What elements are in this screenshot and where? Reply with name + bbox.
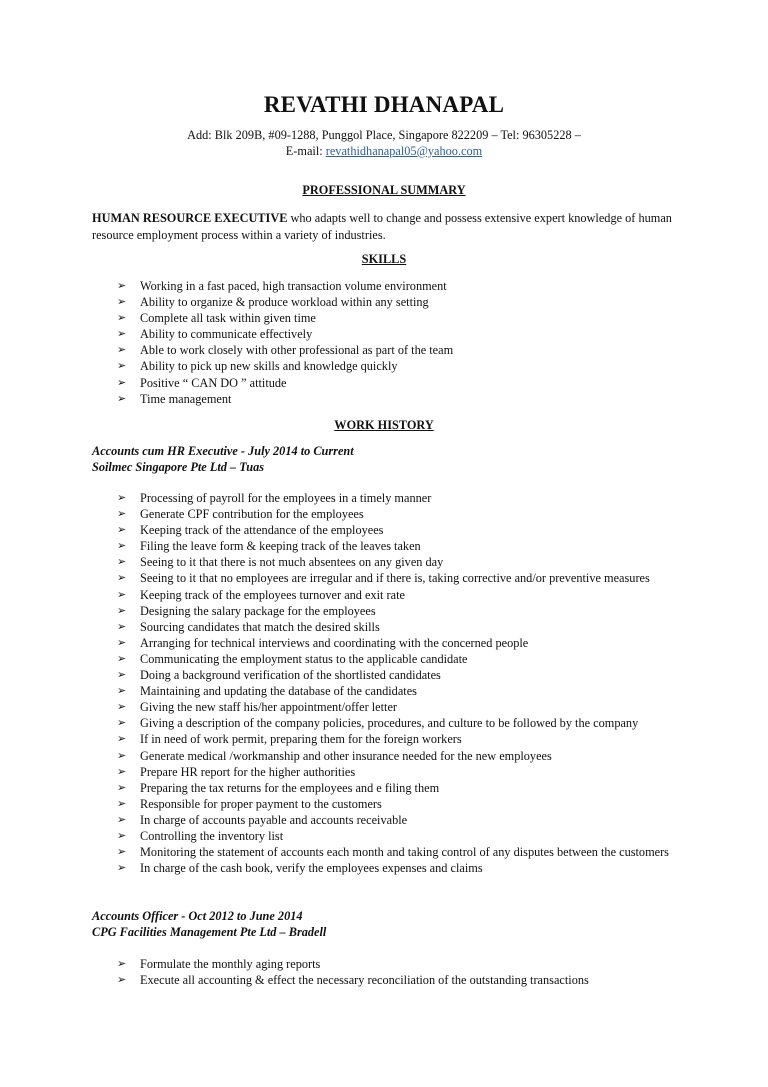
address-line: Add: Blk 209B, #09-1288, Punggol Place, Singapore 822209 – Tel: 96305228 – — [187, 128, 581, 142]
list-item-text: Giving the new staff his/her appointment/offer letter — [140, 700, 398, 715]
list-item — [117, 972, 697, 988]
arrow-bullet-icon: ➢ — [117, 732, 127, 746]
list-item — [117, 326, 717, 342]
list-item-text: Arranging for technical interviews and coordinating with the concerned people — [140, 635, 529, 650]
arrow-bullet-icon: ➢ — [117, 555, 127, 569]
list-item-text: In charge of accounts payable and accounts receivable — [140, 812, 408, 827]
list-item — [117, 587, 687, 603]
list-item-text: Generate medical /workmanship and other insurance needed for the new employees — [140, 748, 552, 763]
skills-list — [117, 278, 717, 407]
arrow-bullet-icon: ➢ — [117, 700, 127, 714]
list-item-text: Generate CPF contribution for the employees — [140, 507, 364, 522]
arrow-bullet-icon: ➢ — [117, 957, 127, 970]
list-item-text: Formulate the monthly aging reports — [140, 957, 321, 971]
arrow-bullet-icon: ➢ — [117, 587, 127, 601]
list-item-text: In charge of the cash book, verify the employees expenses and claims — [140, 861, 483, 876]
arrow-bullet-icon: ➢ — [117, 311, 127, 325]
arrow-bullet-icon: ➢ — [117, 828, 127, 842]
list-item-text: Giving a description of the company policies, procedures, and culture to be followed by the company — [140, 716, 639, 731]
arrow-bullet-icon: ➢ — [117, 780, 127, 794]
list-item — [117, 522, 687, 538]
arrow-bullet-icon: ➢ — [117, 764, 127, 778]
list-item-text: Responsible for proper payment to the customers — [140, 796, 382, 811]
list-item-text: Ability to communicate effectively — [140, 327, 313, 342]
arrow-bullet-icon: ➢ — [117, 343, 127, 357]
job-1-duties — [117, 490, 687, 876]
list-item-text: Keeping track of the employees turnover and exit rate — [140, 587, 405, 602]
list-item — [117, 603, 687, 619]
job-title-1: Accounts cum HR Executive - July 2014 to Current — [92, 444, 354, 458]
arrow-bullet-icon: ➢ — [117, 359, 127, 373]
summary-title: HUMAN RESOURCE EXECUTIVE — [92, 211, 288, 225]
arrow-bullet-icon: ➢ — [117, 491, 127, 504]
list-item — [117, 651, 687, 667]
list-item — [117, 780, 687, 796]
list-item — [117, 554, 687, 570]
arrow-bullet-icon: ➢ — [117, 651, 127, 665]
list-item — [117, 294, 717, 310]
list-item-text: Filing the leave form & keeping track of the leaves taken — [140, 539, 421, 554]
list-item-text: Seeing to it that no employees are irregular and if there is, taking corrective and/or preventive measures — [140, 571, 650, 586]
list-item-text: Maintaining and updating the database of the candidates — [140, 684, 417, 699]
list-item-text: If in need of work permit, preparing them for the foreign workers — [140, 732, 462, 747]
summary-text: who adapts well to change and possess extensive expert knowledge of human resource employment process within a variety of industries. — [92, 211, 672, 242]
skills-heading: SKILLS — [361, 252, 407, 266]
arrow-bullet-icon: ➢ — [117, 668, 127, 682]
job-2-duties — [117, 956, 697, 988]
list-item — [117, 375, 717, 391]
list-item-text: Communicating the employment status to the applicable candidate — [140, 651, 468, 666]
arrow-bullet-icon: ➢ — [117, 861, 127, 875]
list-item — [117, 391, 717, 407]
arrow-bullet-icon: ➢ — [117, 391, 127, 405]
arrow-bullet-icon: ➢ — [117, 684, 127, 698]
list-item — [117, 490, 687, 506]
list-item — [117, 828, 687, 844]
list-item-text: Preparing the tax returns for the employees and e filing them — [140, 780, 440, 795]
list-item — [117, 812, 687, 828]
arrow-bullet-icon: ➢ — [117, 603, 127, 617]
arrow-bullet-icon: ➢ — [117, 635, 127, 649]
list-item-text: Controlling the inventory list — [140, 828, 284, 843]
list-item-text: Ability to organize & produce workload within any setting — [140, 295, 429, 310]
list-item — [117, 699, 687, 715]
job-company-2: CPG Facilities Management Pte Ltd – Bradell — [92, 925, 327, 939]
list-item — [117, 956, 697, 972]
arrow-bullet-icon: ➢ — [117, 571, 127, 585]
arrow-bullet-icon: ➢ — [117, 973, 127, 987]
list-item-text: Able to work closely with other professional as part of the team — [140, 343, 454, 358]
list-item-text: Time management — [140, 391, 232, 406]
list-item-text: Working in a fast paced, high transaction volume environment — [140, 279, 447, 293]
list-item — [117, 796, 687, 812]
arrow-bullet-icon: ➢ — [117, 539, 127, 553]
list-item-text: Execute all accounting & effect the necessary reconciliation of the outstanding transactions — [140, 973, 589, 988]
job-company-1: Soilmec Singapore Pte Ltd – Tuas — [92, 460, 265, 474]
email-line — [0, 143, 768, 159]
list-item — [117, 683, 687, 699]
arrow-bullet-icon: ➢ — [117, 748, 127, 762]
arrow-bullet-icon: ➢ — [117, 523, 127, 537]
list-item-text: Complete all task within given time — [140, 311, 316, 326]
list-item — [117, 342, 717, 358]
arrow-bullet-icon: ➢ — [117, 812, 127, 826]
list-item-text: Keeping track of the attendance of the employees — [140, 523, 384, 538]
arrow-bullet-icon: ➢ — [117, 619, 127, 633]
arrow-bullet-icon: ➢ — [117, 716, 127, 730]
email-label: E-mail: — [285, 144, 326, 158]
list-item — [117, 860, 687, 876]
list-item-text: Doing a background verification of the shortlisted candidates — [140, 668, 441, 683]
list-item — [117, 667, 687, 683]
arrow-bullet-icon: ➢ — [117, 507, 127, 521]
arrow-bullet-icon: ➢ — [117, 327, 127, 341]
list-item — [117, 635, 687, 651]
candidate-name: REVATHI DHANAPAL — [263, 92, 505, 117]
job-title-2: Accounts Officer - Oct 2012 to June 2014 — [92, 909, 303, 923]
list-item-text: Processing of payroll for the employees in a timely manner — [140, 491, 432, 505]
email-link[interactable]: revathidhanapal05@yahoo.com — [325, 144, 483, 158]
professional-summary — [92, 210, 672, 244]
arrow-bullet-icon: ➢ — [117, 295, 127, 309]
arrow-bullet-icon: ➢ — [117, 796, 127, 810]
list-item — [117, 748, 687, 764]
arrow-bullet-icon: ➢ — [117, 279, 127, 292]
list-item — [117, 619, 687, 635]
professional-summary-heading: PROFESSIONAL SUMMARY — [302, 183, 466, 197]
list-item — [117, 570, 687, 586]
list-item — [117, 844, 687, 860]
list-item — [117, 358, 717, 374]
list-item-text: Designing the salary package for the employees — [140, 603, 376, 618]
list-item-text: Ability to pick up new skills and knowledge quickly — [140, 359, 398, 374]
list-item — [117, 278, 717, 294]
list-item-text: Positive “ CAN DO ” attitude — [140, 375, 287, 390]
arrow-bullet-icon: ➢ — [117, 845, 127, 859]
list-item — [117, 764, 687, 780]
list-item — [117, 715, 687, 731]
list-item-text: Sourcing candidates that match the desired skills — [140, 619, 380, 634]
work-history-heading: WORK HISTORY — [334, 418, 434, 432]
list-item-text: Seeing to it that there is not much absentees on any given day — [140, 555, 444, 570]
list-item-text: Monitoring the statement of accounts each month and taking control of any disputes between the customers — [140, 845, 669, 860]
list-item — [117, 538, 687, 554]
list-item — [117, 506, 687, 522]
arrow-bullet-icon: ➢ — [117, 375, 127, 389]
list-item — [117, 731, 687, 747]
list-item-text: Prepare HR report for the higher authorities — [140, 764, 356, 779]
list-item — [117, 310, 717, 326]
